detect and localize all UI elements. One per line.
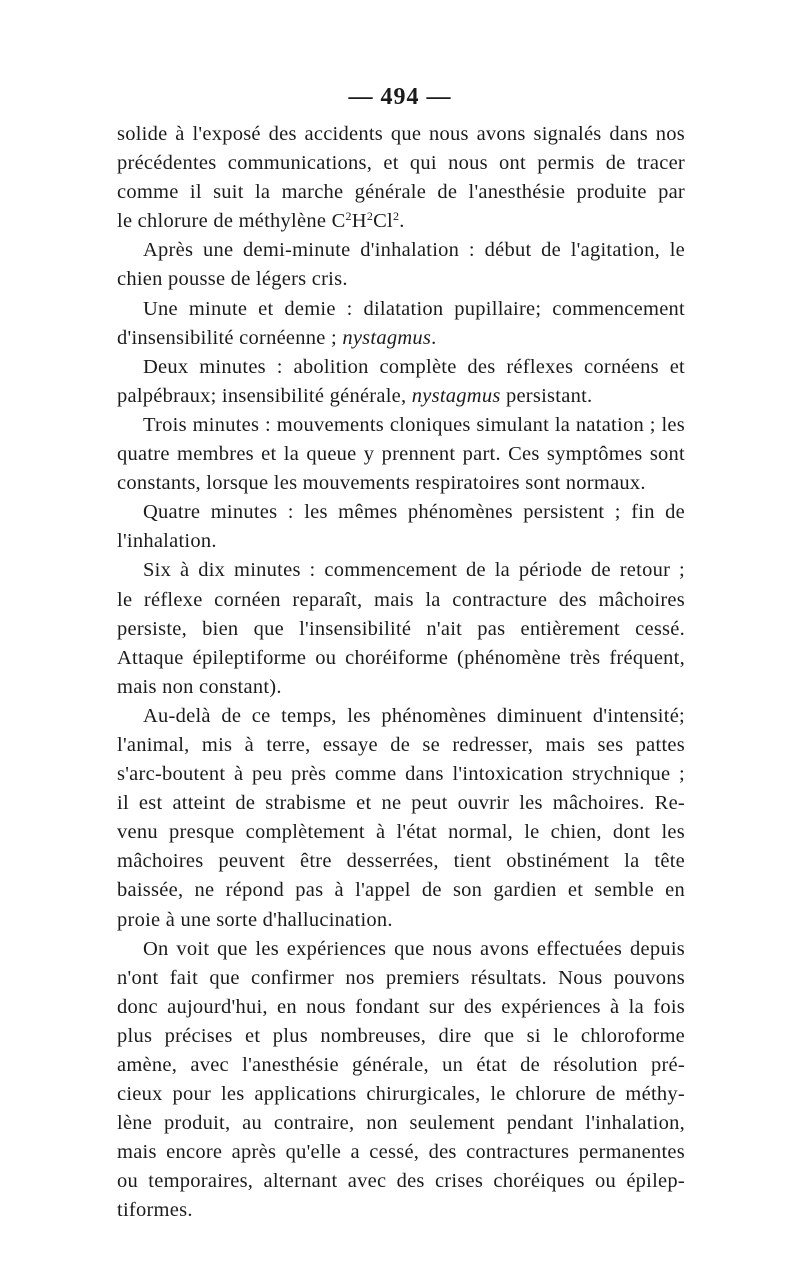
formula-superscript: 2	[345, 209, 352, 224]
text-line: mais non constant).	[117, 675, 282, 698]
paragraph	[117, 935, 685, 1226]
paragraph	[117, 236, 685, 294]
paragraph	[117, 120, 685, 236]
text-line: persiste, bien que l'insensibilité n'ait pas entièrement cessé.	[117, 617, 685, 640]
text-fragment: .	[431, 326, 437, 349]
text-line: le réflexe cornéen reparaît, mais la contracture des mâchoires	[117, 588, 685, 611]
text-line: Une minute et demie : dilatation pupillaire; commencement	[143, 297, 685, 320]
paragraph	[117, 295, 685, 353]
paragraph	[117, 498, 685, 556]
text-line	[117, 382, 685, 411]
text-fragment: .	[399, 210, 405, 233]
paragraph	[117, 702, 685, 935]
body-text	[117, 120, 685, 1226]
text-fragment: Cl	[373, 210, 393, 233]
text-line: Quatre minutes : les mêmes phénomènes persistent ; fin de	[143, 501, 685, 524]
text-line: Deux minutes : abolition complète des réflexes cornéens et	[143, 355, 685, 378]
text-line: donc aujourd'hui, en nous fondant sur des expériences à la fois	[117, 995, 685, 1018]
formula-superscript: 2	[366, 209, 374, 224]
text-line: Attaque épileptiforme ou choréiforme (phénomène très fréquent,	[117, 646, 685, 669]
italic-term: nystagmus	[411, 384, 501, 407]
text-line: Après une demi-minute d'inhalation : début de l'agitation, le	[143, 239, 685, 262]
text-fragment: d'insensibilité cornéenne ;	[117, 326, 343, 349]
text-line: proie à une sorte d'hallucination.	[117, 908, 393, 931]
page-number: — 494 —	[348, 84, 452, 110]
text-line: il est atteint de strabisme et ne peut ouvrir les mâchoires. Re-	[117, 792, 685, 815]
text-line: mais encore après qu'elle a cessé, des contractures permanentes	[117, 1141, 685, 1164]
paragraph	[117, 411, 685, 498]
text-fragment: persistant.	[500, 384, 593, 407]
text-fragment: H	[351, 210, 367, 233]
text-line: quatre membres et la queue y prennent part. Ces symptômes sont	[117, 443, 685, 466]
text-line: Six à dix minutes : commencement de la période de retour ;	[143, 559, 685, 582]
text-line: comme il suit la marche générale de l'anesthésie produite par	[117, 181, 685, 204]
text-line	[117, 324, 685, 353]
italic-term: nystagmus	[342, 326, 432, 349]
text-line: lène produit, au contraire, non seulement pendant l'inhalation,	[117, 1112, 685, 1135]
text-line: cieux pour les applications chirurgicales, le chlorure de méthy-	[117, 1083, 685, 1106]
formula-superscript: 2	[392, 209, 400, 224]
text-line: chien pousse de légers cris.	[117, 268, 348, 291]
text-line: constants, lorsque les mouvements respiratoires sont normaux.	[117, 472, 646, 495]
text-fragment: palpébraux; insensibilité générale,	[117, 384, 412, 407]
text-line: l'animal, mis à terre, essaye de se redresser, mais ses pattes	[117, 733, 685, 756]
text-line: venu presque complètement à l'état normal, le chien, dont les	[117, 821, 685, 844]
text-line: plus précises et plus nombreuses, dire que si le chloroforme	[117, 1024, 685, 1047]
text-line: s'arc-boutent à peu près comme dans l'intoxication strychnique ;	[117, 763, 685, 786]
text-line-formula	[117, 207, 685, 236]
text-line: l'inhalation.	[117, 530, 217, 553]
text-line: mâchoires peuvent être desserrées, tient obstinément la tête	[117, 850, 685, 873]
text-fragment: le chlorure de méthylène C	[117, 210, 346, 233]
text-line: précédentes communications, et qui nous ont permis de tracer	[117, 152, 685, 175]
text-line: Au-delà de ce temps, les phénomènes diminuent d'intensité;	[143, 704, 685, 727]
text-line: n'ont fait que confirmer nos premiers résultats. Nous pouvons	[117, 966, 685, 989]
text-line: amène, avec l'anesthésie générale, un état de résolution pré-	[117, 1054, 685, 1076]
text-line: baissée, ne répond pas à l'appel de son gardien et semble en	[117, 879, 685, 902]
text-line: ou temporaires, alternant avec des crises choréiques ou épilep-	[117, 1170, 685, 1193]
text-line: solide à l'exposé des accidents que nous avons signalés dans nos	[117, 123, 685, 145]
paragraph	[117, 353, 685, 411]
text-line: On voit que les expériences que nous avons effectuées depuis	[143, 937, 685, 960]
text-line: tiformes.	[117, 1199, 193, 1222]
paragraph	[117, 556, 685, 701]
text-line: Trois minutes : mouvements cloniques simulant la natation ; les	[143, 413, 685, 436]
